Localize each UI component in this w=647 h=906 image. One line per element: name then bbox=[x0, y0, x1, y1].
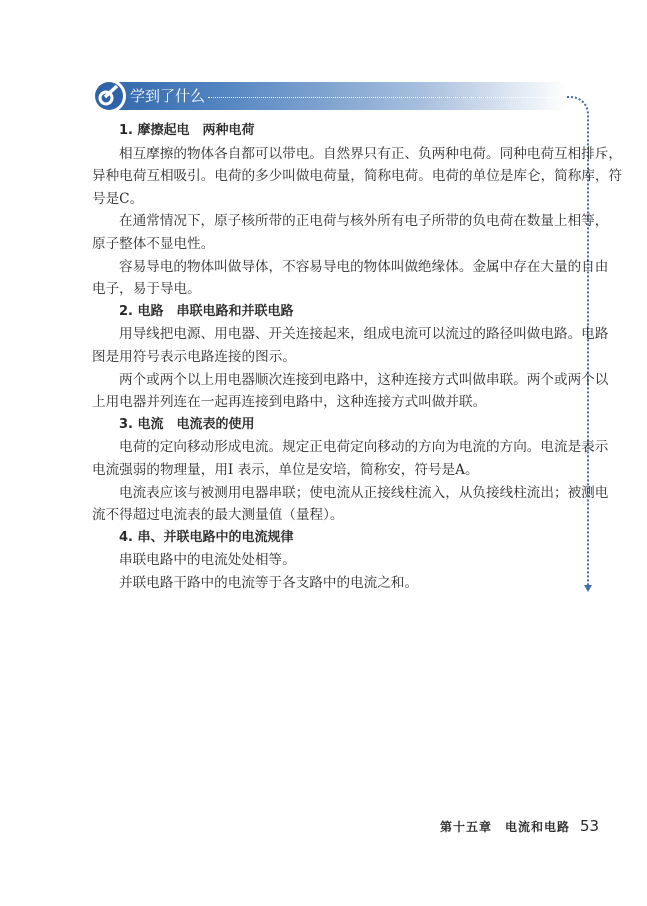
section-heading: 3. 电流 电流表的使用 bbox=[119, 416, 255, 432]
text-line: 两个或两个以上用电器顺次连接到电路中，这种连接方式叫做串联。两个或两个以 bbox=[119, 371, 609, 388]
checkmark-badge-icon bbox=[91, 78, 127, 114]
text-line: 流不得超过电流表的最大测量值（量程）。 bbox=[92, 507, 344, 524]
text-line: 串联电路中的电流处处相等。 bbox=[119, 552, 296, 569]
text-line: 异种电荷互相吸引。电荷的多少叫做电荷量，简称电荷。电荷的单位是库仑，简称库，符 bbox=[92, 168, 623, 185]
arrow-down-icon bbox=[584, 585, 592, 592]
text-line: 电子，易于导电。 bbox=[92, 281, 201, 298]
section-heading: 4. 串、并联电路中的电流规律 bbox=[119, 529, 294, 545]
text-line: 上用电器并列连在一起再连接到电路中，这种连接方式叫做并联。 bbox=[92, 394, 487, 411]
text-line: 电流强弱的物理量，用I 表示，单位是安培，简称安，符号是A。 bbox=[92, 461, 479, 478]
text-line: 图是用符号表示电路连接的图示。 bbox=[92, 348, 296, 365]
text-line: 用导线把电源、用电器、开关连接起来，组成电流可以流过的路径叫做电路。电路 bbox=[119, 326, 609, 343]
text-line: 在通常情况下，原子核所带的正电荷与核外所有电子所带的负电荷在数量上相等， bbox=[119, 213, 609, 230]
text-line: 容易导电的物体叫做导体，不容易导电的物体叫做绝缘体。金属中存在大量的自由 bbox=[119, 258, 609, 275]
section-title: 学到了什么 bbox=[130, 87, 206, 105]
chapter-title: 第十五章 电流和电路 bbox=[440, 820, 571, 834]
paragraph bbox=[92, 323, 609, 368]
page-number: 53 bbox=[580, 817, 600, 835]
page-footer bbox=[440, 817, 599, 835]
paragraph bbox=[92, 482, 609, 527]
paragraph bbox=[92, 210, 609, 255]
banner-dotted-line bbox=[208, 97, 560, 98]
paragraph bbox=[92, 436, 609, 481]
text-line: 并联电路干路中的电流等于各支路中的电流之和。 bbox=[119, 574, 419, 591]
paragraph bbox=[92, 143, 623, 211]
text-line: 电流表应该与被测用电器串联；使电流从正接线柱流入，从负接线柱流出；被测电 bbox=[119, 484, 609, 501]
text-line: 电荷的定向移动形成电流。规定正电荷定向移动的方向为电流的方向。电流是表示 bbox=[119, 439, 609, 456]
paragraph bbox=[92, 256, 609, 301]
section-heading: 1. 摩擦起电 两种电荷 bbox=[119, 123, 255, 138]
text-line: 原子整体不显电性。 bbox=[92, 235, 215, 252]
paragraph bbox=[92, 369, 609, 414]
text-line: 相互摩擦的物体各自都可以带电。自然界只有正、负两种电荷。同种电荷互相排斥， bbox=[119, 145, 622, 162]
section-heading: 2. 电路 串联电路和并联电路 bbox=[119, 303, 294, 319]
text-line: 号是C。 bbox=[92, 190, 144, 207]
paragraph bbox=[92, 549, 584, 572]
paragraph bbox=[92, 572, 584, 595]
summary-content bbox=[92, 120, 623, 594]
